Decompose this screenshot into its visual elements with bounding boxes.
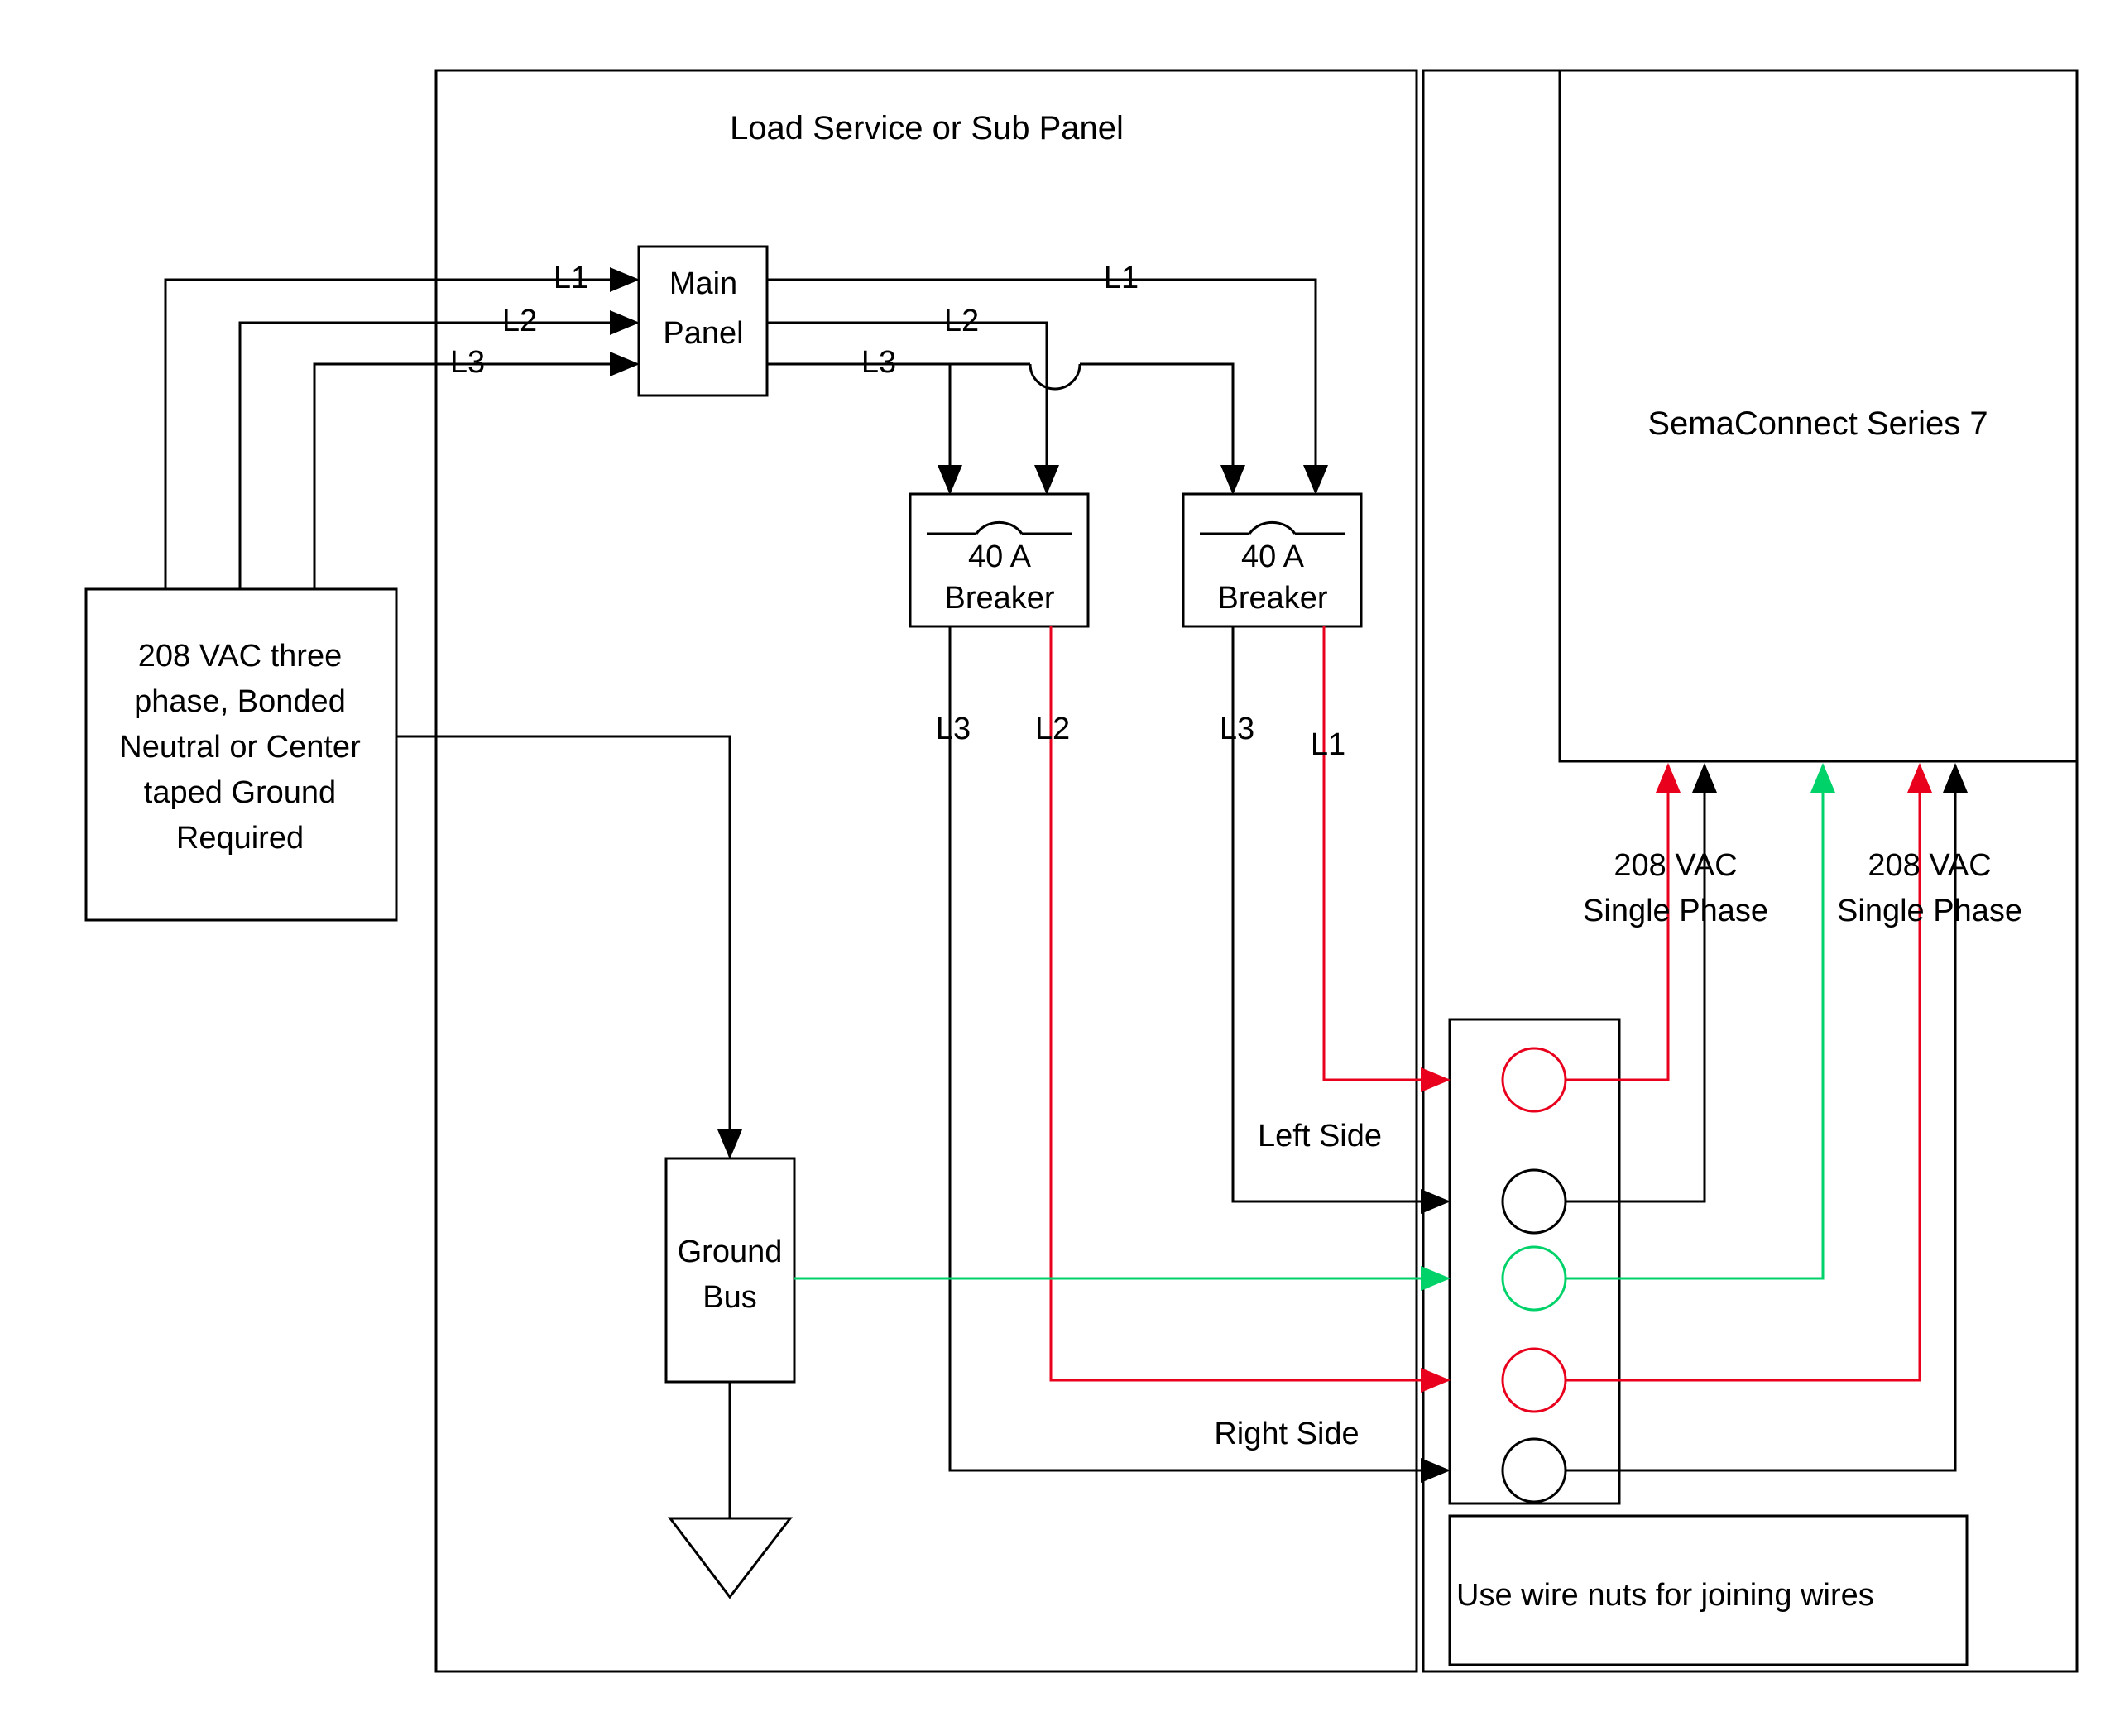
source-label-line-4: Required: [175, 821, 305, 856]
feed-right-label-line2: Single Phase: [1837, 894, 2022, 928]
wire-nut-4: [1503, 1349, 1566, 1412]
wire-nut-3: [1503, 1247, 1566, 1310]
label-in-l1: L1: [553, 261, 589, 295]
source-label-line-2: Neutral or Center: [119, 730, 361, 765]
wire-nut-2: [1503, 1170, 1566, 1233]
load-panel-title: Load Service or Sub Panel: [730, 110, 1124, 146]
main-panel-label-line2: Panel: [663, 316, 744, 351]
feed-right-label-line1: 208 VAC: [1868, 848, 1992, 883]
label-in-l2: L2: [501, 304, 538, 338]
label-right-side: Right Side: [1214, 1417, 1360, 1451]
label-brk2-l3: L3: [1219, 712, 1255, 746]
label-out-l2: L2: [943, 304, 980, 338]
breaker-right-name: Breaker: [1217, 581, 1328, 616]
ground-bus-label-line1: Ground: [677, 1235, 783, 1269]
breaker-right-rating: 40 A: [1240, 540, 1305, 574]
evse-title: SemaConnect Series 7: [1647, 405, 1988, 442]
ground-bus-box: [666, 1158, 794, 1382]
label-out-l3: L3: [861, 345, 897, 380]
wire-nut-note-label: Use wire nuts for joining wires: [1456, 1578, 1874, 1613]
label-brk1-l3: L3: [935, 712, 971, 746]
source-label-line-3: taped Ground: [143, 775, 337, 810]
breaker-left-rating: 40 A: [967, 540, 1032, 574]
label-in-l3: L3: [449, 345, 486, 380]
feed-left-label-line1: 208 VAC: [1614, 848, 1738, 883]
wire-nut-5: [1503, 1439, 1566, 1502]
breaker-left-name: Breaker: [944, 581, 1055, 616]
feed-left-label-line2: Single Phase: [1583, 894, 1768, 928]
main-panel-label-line1: Main: [669, 266, 738, 301]
source-label-line-1: phase, Bonded: [134, 684, 346, 719]
source-label-line-0: 208 VAC three: [137, 639, 343, 674]
wire-nut-1: [1503, 1048, 1566, 1111]
label-left-side: Left Side: [1258, 1119, 1382, 1153]
label-out-l1: L1: [1103, 261, 1139, 295]
label-brk1-l2: L2: [1034, 712, 1071, 746]
label-brk2-l1: L1: [1310, 727, 1346, 762]
ground-bus-label-line2: Bus: [703, 1280, 757, 1315]
